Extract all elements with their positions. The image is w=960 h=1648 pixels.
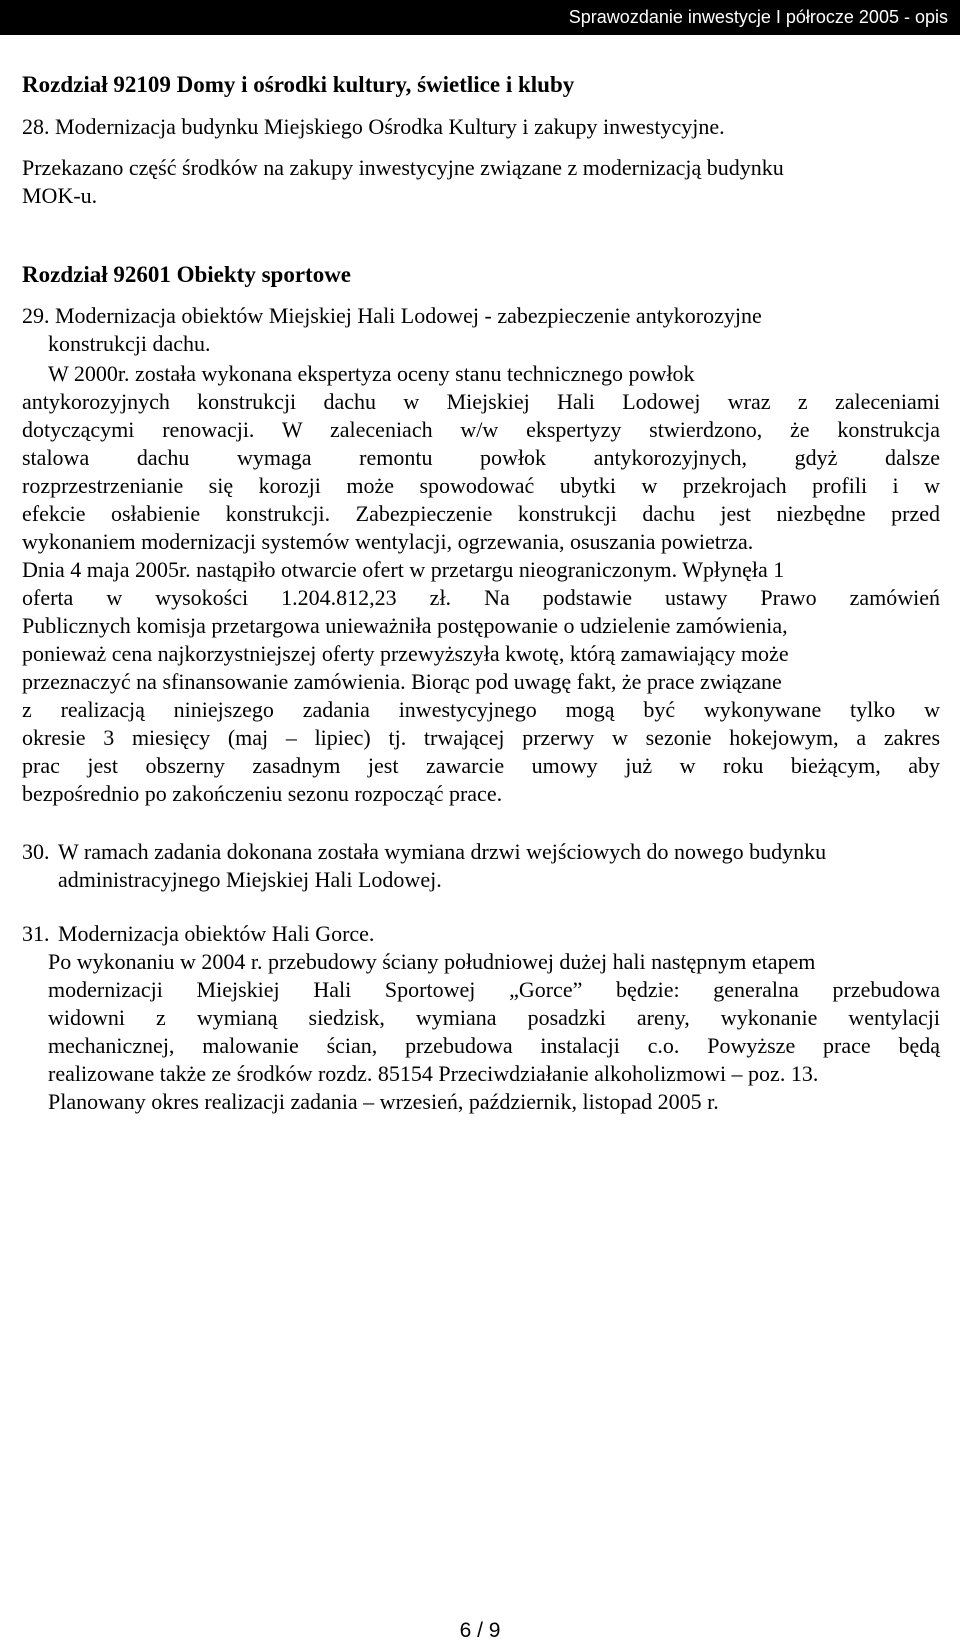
item-29-body-line: bezpośrednio po zakończeniu sezonu rozpocząć prace. [22, 781, 503, 806]
item-29-body-line: prac jest obszerny zasadnym jest zawarcie umowy już w roku bieżącym, aby [22, 753, 940, 778]
item-29-body-line: antykorozyjnych konstrukcji dachu w Miejskiej Hali Lodowej wraz z zaleceniami [22, 389, 940, 414]
item-29-body-line: okresie 3 miesięcy (maj – lipiec) tj. trwającej przerwy w sezonie hokejowym, a zakres [22, 725, 940, 750]
item-30-text-line: W ramach zadania dokonana została wymiana drzwi wejściowych do nowego budynku [58, 839, 827, 864]
item-31-title: Modernizacja obiektów Hali Gorce. [58, 921, 375, 946]
item-28-text-line: MOK-u. [22, 183, 98, 208]
item-30-text-line: administracyjnego Miejskiej Hali Lodowej. [58, 867, 442, 892]
document-title: Sprawozdanie inwestycje I półrocze 2005 - opis [568, 7, 948, 27]
item-29-body-line: efekcie osłabienie konstrukcji. Zabezpieczenie konstrukcji dachu jest niezbędne przed [22, 501, 940, 526]
item-29-body-line: dotyczącymi renowacji. W zaleceniach w/w ekspertyzy stwierdzono, że konstrukcja [22, 417, 940, 442]
item-31-body-line: Po wykonaniu w 2004 r. przebudowy ściany południowej dużej hali następnym etapem [48, 949, 816, 974]
item-30-number: 30. [22, 839, 50, 864]
item-29-body-line: oferta w wysokości 1.204.812,23 zł. Na podstawie ustawy Prawo zamówień [22, 585, 940, 610]
page-number: 6 / 9 [459, 1619, 501, 1642]
item-28-title: 28. Modernizacja budynku Miejskiego Ośrodka Kultury i zakupy inwestycyjne. [22, 114, 725, 139]
item-31-body-line: modernizacji Miejskiej Hali Sportowej „Gorce” będzie: generalna przebudowa [48, 977, 940, 1002]
item-31-body-line: widowni z wymianą siedzisk, wymiana posadzki areny, wykonanie wentylacji [48, 1005, 940, 1030]
item-31-number: 31. [22, 921, 50, 946]
item-29-body-line: Dnia 4 maja 2005r. nastąpiło otwarcie ofert w przetargu nieograniczonym. Wpłynęła 1 [22, 557, 785, 582]
section-heading-92109: Rozdział 92109 Domy i ośrodki kultury, świetlice i kluby [22, 72, 575, 97]
item-29-body-line: wykonaniem modernizacji systemów wentylacji, ogrzewania, osuszania powietrza. [22, 529, 754, 554]
item-31-body-line: Planowany okres realizacji zadania – wrzesień, październik, listopad 2005 r. [48, 1089, 719, 1114]
item-29-body-line: W 2000r. została wykonana ekspertyza oceny stanu technicznego powłok [48, 361, 695, 386]
section-heading-92601: Rozdział 92601 Obiekty sportowe [22, 262, 352, 287]
item-29-body-line: z realizacją niniejszego zadania inwestycyjnego mogą być wykonywane tylko w [22, 697, 940, 722]
item-28-text-line: Przekazano część środków na zakupy inwestycyjne związane z modernizacją budynku [22, 155, 784, 180]
item-29-body-line: ponieważ cena najkorzystniejszej oferty przewyższyła kwotę, którą zamawiający może [22, 641, 789, 666]
item-31-body-line: realizowane także ze środków rozdz. 85154 Przeciwdziałanie alkoholizmowi – poz. 13. [48, 1061, 819, 1086]
item-31-body-line: mechanicznej, malowanie ścian, przebudowa instalacji c.o. Powyższe prace będą [48, 1033, 940, 1058]
item-29-body-line: Publicznych komisja przetargowa unieważniła postępowanie o udzielenie zamówienia, [22, 613, 788, 638]
item-29-body-line: stalowa dachu wymaga remontu powłok antykorozyjnych, gdyż dalsze [22, 445, 940, 470]
item-29-title: konstrukcji dachu. [48, 331, 211, 356]
item-29-body-line: rozprzestrzenianie się korozji może spowodować ubytki w przekrojach profili i w [22, 473, 940, 498]
item-29-body-line: przeznaczyć na sfinansowanie zamówienia. Biorąc pod uwagę fakt, że prace związane [22, 669, 782, 694]
item-29-title: 29. Modernizacja obiektów Miejskiej Hali Lodowej - zabezpieczenie antykorozyjne [22, 303, 762, 328]
